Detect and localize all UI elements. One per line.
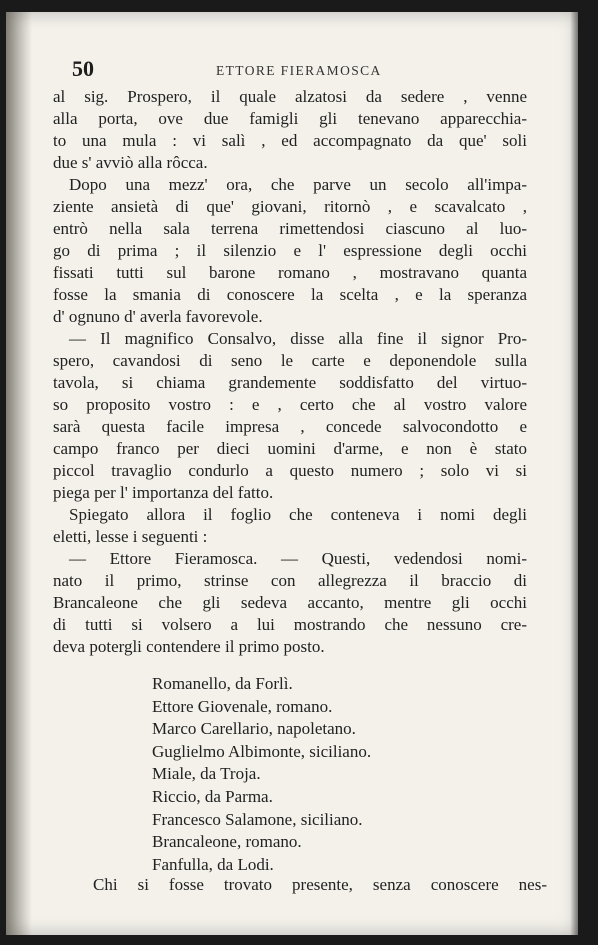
text-line: di tutti si volsero a lui mostrando che nessuno cre-	[53, 615, 527, 634]
text-line: — Ettore Fieramosca. — Questi, vedendosi nomi-	[69, 549, 527, 568]
list-item: Guglielmo Albimonte, siciliano.	[152, 741, 372, 761]
text-line: piccol travaglio condurlo a questo numero ; solo vi si	[53, 461, 527, 480]
list-item: Marco Carellario, napoletano.	[152, 719, 356, 739]
text-line: ziente ansietà di que' giovani, ritornò , e scavalcato ,	[53, 197, 527, 216]
text-line: piega per l' importanza del fatto.	[53, 483, 274, 502]
text-line: sarà questa facile impresa , concede salvocondotto e	[53, 417, 527, 436]
list-item: Romanello, da Forlì.	[152, 674, 293, 693]
text-line: go di prima ; il silenzio e l' espressione degli occhi	[53, 241, 527, 260]
list-item: Fanfulla, da Lodi.	[152, 854, 274, 874]
text-line: tavola, si chiama grandemente soddisfatto del virtuo-	[53, 373, 527, 392]
text-line: nato il primo, strinse con allegrezza il braccio di	[53, 571, 527, 590]
text-line: Brancaleone che gli sedeva accanto, mentre gli occhi	[53, 593, 527, 612]
list-item: Miale, da Troja.	[152, 764, 261, 784]
list-item: Riccio, da Parma.	[152, 786, 273, 806]
list-item: Ettore Giovenale, romano.	[152, 696, 333, 716]
text-line: so proposito vostro : e , certo che al vostro valore	[53, 395, 527, 414]
list-item: Francesco Salamone, siciliano.	[152, 809, 363, 829]
text-line: alla porta, ove due famigli gli tenevano apparecchia-	[53, 109, 527, 128]
text-line: fissati tutti sul barone romano , mostravano quanta	[53, 263, 527, 282]
text-line: campo franco per dieci uomini d'arme, e non è stato	[53, 439, 527, 458]
page-header	[72, 56, 542, 84]
spine-shadow	[6, 12, 32, 935]
page-number: 50	[72, 56, 94, 81]
text-line: due s' avviò alla rôcca.	[53, 153, 208, 172]
text-line: entrò nella sala terrena rimettendosi ciascuno al luo-	[53, 219, 527, 238]
page-edge-shadow	[570, 12, 578, 935]
text-line: spero, cavandosi di seno le carte e deponendole sulla	[53, 351, 527, 370]
text-line: deva potergli contendere il primo posto.	[53, 637, 325, 656]
running-head: ETTORE FIERAMOSCA	[216, 63, 382, 78]
book-page	[6, 12, 578, 935]
text-line: eletti, lesse i seguenti :	[53, 527, 208, 546]
text-line: fosse la smania di conoscere la scelta , e la speranza	[53, 285, 527, 304]
names-list	[152, 673, 371, 876]
text-line: al sig. Prospero, il quale alzatosi da sedere , venne	[53, 87, 527, 106]
text-line: d' ognuno d' averla favorevole.	[53, 307, 263, 326]
list-item: Brancaleone, romano.	[152, 832, 302, 852]
text-line: Spiegato allora il foglio che conteneva i nomi degli	[69, 505, 527, 524]
text-line: Dopo una mezz' ora, che parve un secolo all'impa-	[69, 175, 527, 194]
final-text-line: Chi si fosse trovato presente, senza conoscere nes-	[93, 875, 547, 894]
body-text	[53, 86, 527, 658]
text-line: — Il magnifico Consalvo, disse alla fine il signor Pro-	[69, 329, 527, 348]
text-line: to una mula : vi salì , ed accompagnato da que' soli	[53, 131, 527, 150]
